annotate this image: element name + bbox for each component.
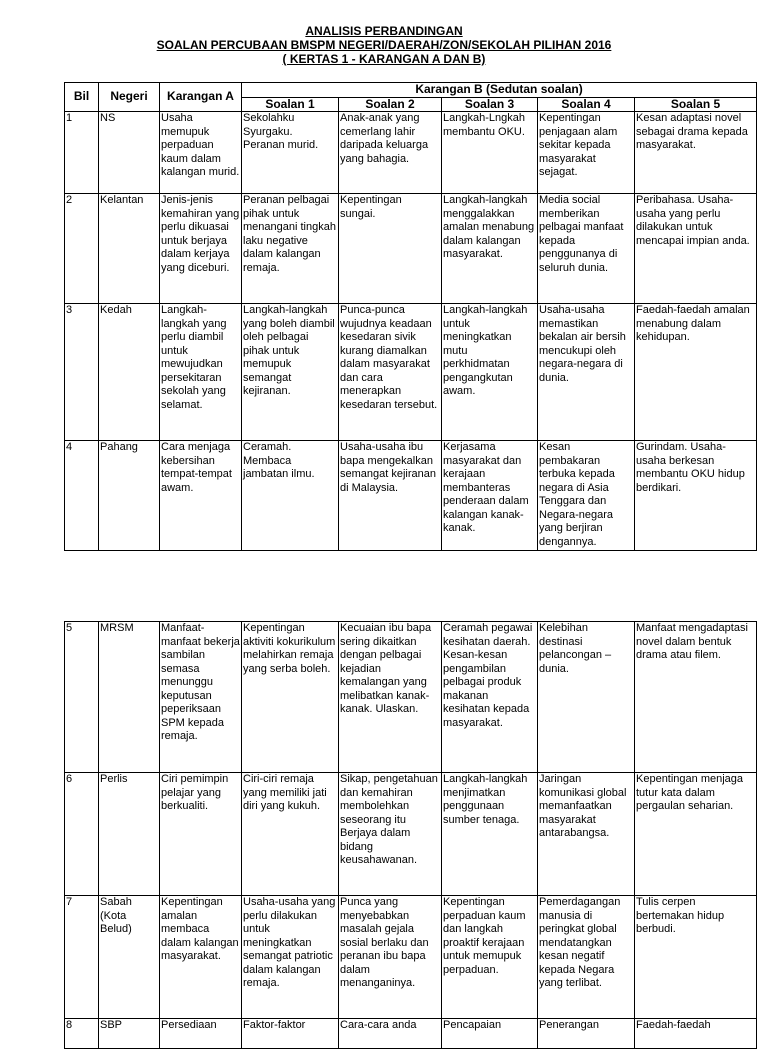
cell-negeri: Pahang	[99, 441, 160, 551]
cell-soalan-5: Kesan adaptasi novel sebagai drama kepada masyarakat.	[635, 112, 757, 194]
cell-bil: 7	[65, 896, 99, 1019]
cell-karangan-a: Cara menjaga kebersihan tempat-tempat awam.	[160, 441, 242, 551]
cell-soalan-2: Punca-punca wujudnya keadaan kesedaran sivik kurang diamalkan dalam masyarakat dan cara menerapkan kesedaran tersebut.	[339, 304, 442, 441]
cell-soalan-4: Kepentingan penjagaan alam sekitar kepada masyarakat sejagat.	[538, 112, 635, 194]
cell-soalan-1: Peranan pelbagai pihak untuk menangani tingkah laku negative dalam kalangan remaja.	[242, 194, 339, 304]
table-row	[65, 773, 757, 896]
table-row	[65, 622, 757, 773]
cell-soalan-5: Faedah-faedah amalan menabung dalam kehidupan.	[635, 304, 757, 441]
cell-soalan-5: Manfaat mengadaptasi novel dalam bentuk drama atau filem.	[635, 622, 757, 773]
cell-soalan-5: Gurindam. Usaha-usaha berkesan membantu OKU hidup berdikari.	[635, 441, 757, 551]
cell-soalan-4: Pemerdagangan manusia di peringkat global mendatangkan kesan negatif kepada Negara yang terlibat.	[538, 896, 635, 1019]
cell-soalan-4: Media social memberikan pelbagai manfaat kepada penggunanya di seluruh dunia.	[538, 194, 635, 304]
cell-negeri: NS	[99, 112, 160, 194]
cell-soalan-3: Langkah-Lngkah membantu OKU.	[442, 112, 538, 194]
comparison-table-top	[64, 82, 757, 551]
cell-soalan-3: Langkah-langkah menjimatkan penggunaan sumber tenaga.	[442, 773, 538, 896]
cell-soalan-5: Kepentingan menjaga tutur kata dalam pergaulan seharian.	[635, 773, 757, 896]
cell-soalan-2: Cara-cara anda	[339, 1019, 442, 1049]
cell-bil: 6	[65, 773, 99, 896]
cell-bil: 2	[65, 194, 99, 304]
cell-bil: 3	[65, 304, 99, 441]
cell-soalan-4: Jaringan komunikasi global memanfaatkan masyarakat antarabangsa.	[538, 773, 635, 896]
cell-soalan-5: Faedah-faedah	[635, 1019, 757, 1049]
table-row	[65, 441, 757, 551]
cell-soalan-3: Langkah-langkah untuk meningkatkan mutu perkhidmatan pengangkutan awam.	[442, 304, 538, 441]
cell-soalan-1: Kepentingan aktiviti kokurikulum melahirkan remaja yang serba boleh.	[242, 622, 339, 773]
cell-soalan-3: Langkah-langkah menggalakkan amalan menabung dalam kalangan masyarakat.	[442, 194, 538, 304]
cell-soalan-4: Usaha-usaha memastikan bekalan air bersih mencukupi oleh negara-negara di dunia.	[538, 304, 635, 441]
cell-soalan-3: Kerjasama masyarakat dan kerajaan membanteras penderaan dalam kalangan kanak-kanak.	[442, 441, 538, 551]
cell-soalan-4: Penerangan	[538, 1019, 635, 1049]
cell-karangan-a: Langkah-langkah yang perlu diambil untuk mewujudkan persekitaran sekolah yang selamat.	[160, 304, 242, 441]
cell-negeri: Kedah	[99, 304, 160, 441]
table-row	[65, 1019, 757, 1049]
cell-soalan-5: Tulis cerpen bertemakan hidup berbudi.	[635, 896, 757, 1019]
header-negeri: Negeri	[99, 83, 160, 112]
cell-negeri: Kelantan	[99, 194, 160, 304]
cell-soalan-5: Peribahasa. Usaha-usaha yang perlu dilakukan untuk mencapai impian anda.	[635, 194, 757, 304]
cell-bil: 8	[65, 1019, 99, 1049]
cell-negeri: SBP	[99, 1019, 160, 1049]
cell-soalan-1: Ciri-ciri remaja yang memiliki jati diri yang kukuh.	[242, 773, 339, 896]
cell-soalan-2: Anak-anak yang cemerlang lahir daripada keluarga yang bahagia.	[339, 112, 442, 194]
cell-karangan-a: Persediaan	[160, 1019, 242, 1049]
cell-soalan-1: Sekolahku Syurgaku. Peranan murid.	[242, 112, 339, 194]
cell-bil: 5	[65, 622, 99, 773]
document-title-block	[0, 24, 768, 66]
cell-bil: 4	[65, 441, 99, 551]
cell-soalan-1: Ceramah. Membaca jambatan ilmu.	[242, 441, 339, 551]
header-bil: Bil	[65, 83, 99, 112]
cell-karangan-a: Kepentingan amalan membaca dalam kalangan masyarakat.	[160, 896, 242, 1019]
header-soalan-3: Soalan 3	[442, 97, 538, 112]
cell-soalan-1: Usaha-usaha yang perlu dilakukan untuk meningkatkan semangat patriotic dalam kalangan remaja.	[242, 896, 339, 1019]
header-soalan-5: Soalan 5	[635, 97, 757, 112]
title-line-3: ( KERTAS 1 - KARANGAN A DAN B)	[282, 52, 486, 66]
header-soalan-1: Soalan 1	[242, 97, 339, 112]
cell-negeri: Perlis	[99, 773, 160, 896]
header-soalan-4: Soalan 4	[538, 97, 635, 112]
cell-karangan-a: Ciri pemimpin pelajar yang berkualiti.	[160, 773, 242, 896]
cell-negeri: Sabah (Kota Belud)	[99, 896, 160, 1019]
cell-soalan-2: Sikap, pengetahuan dan kemahiran membolehkan seseorang itu Berjaya dalam bidang keusahawanan.	[339, 773, 442, 896]
table-row	[65, 304, 757, 441]
title-line-1: ANALISIS PERBANDINGAN	[305, 24, 463, 38]
title-line-2: SOALAN PERCUBAAN BMSPM NEGERI/DAERAH/ZON/SEKOLAH PILIHAN 2016	[156, 38, 612, 52]
cell-soalan-1: Faktor-faktor	[242, 1019, 339, 1049]
header-soalan-2: Soalan 2	[339, 97, 442, 112]
cell-soalan-3: Ceramah pegawai kesihatan daerah. Kesan-kesan pengambilan pelbagai produk makanan kesihatan kepada masyarakat.	[442, 622, 538, 773]
cell-soalan-2: Usaha-usaha ibu bapa mengekalkan semangat kejiranan di Malaysia.	[339, 441, 442, 551]
cell-karangan-a: Usaha memupuk perpaduan kaum dalam kalangan murid.	[160, 112, 242, 194]
comparison-table-continued	[64, 621, 757, 1049]
table-row	[65, 896, 757, 1019]
header-karangan-a: Karangan A	[160, 83, 242, 112]
cell-soalan-2: Kecuaian ibu bapa sering dikaitkan dengan pelbagai kejadian kemalangan yang melibatkan kanak-kanak. Ulaskan.	[339, 622, 442, 773]
cell-soalan-4: Kelebihan destinasi pelancongan – dunia.	[538, 622, 635, 773]
cell-karangan-a: Jenis-jenis kemahiran yang perlu dikuasai untuk berjaya dalam kerjaya yang diceburi.	[160, 194, 242, 304]
cell-soalan-2: Punca yang menyebabkan masalah gejala sosial berlaku dan peranan ibu bapa dalam menanganinya.	[339, 896, 442, 1019]
cell-soalan-2: Kepentingan sungai.	[339, 194, 442, 304]
cell-karangan-a: Manfaat-manfaat bekerja sambilan semasa menunggu keputusan peperiksaan SPM kepada remaja.	[160, 622, 242, 773]
table-row	[65, 112, 757, 194]
cell-soalan-3: Pencapaian	[442, 1019, 538, 1049]
header-karangan-b: Karangan B (Sedutan soalan)	[242, 83, 757, 98]
cell-negeri: MRSM	[99, 622, 160, 773]
cell-bil: 1	[65, 112, 99, 194]
cell-soalan-3: Kepentingan perpaduan kaum dan langkah proaktif kerajaan untuk memupuk perpaduan.	[442, 896, 538, 1019]
cell-soalan-4: Kesan pembakaran terbuka kepada negara di Asia Tenggara dan Negara-negara yang berjiran dengannya.	[538, 441, 635, 551]
cell-soalan-1: Langkah-langkah yang boleh diambil oleh pelbagai pihak untuk memupuk semangat kejiranan.	[242, 304, 339, 441]
table-row	[65, 194, 757, 304]
